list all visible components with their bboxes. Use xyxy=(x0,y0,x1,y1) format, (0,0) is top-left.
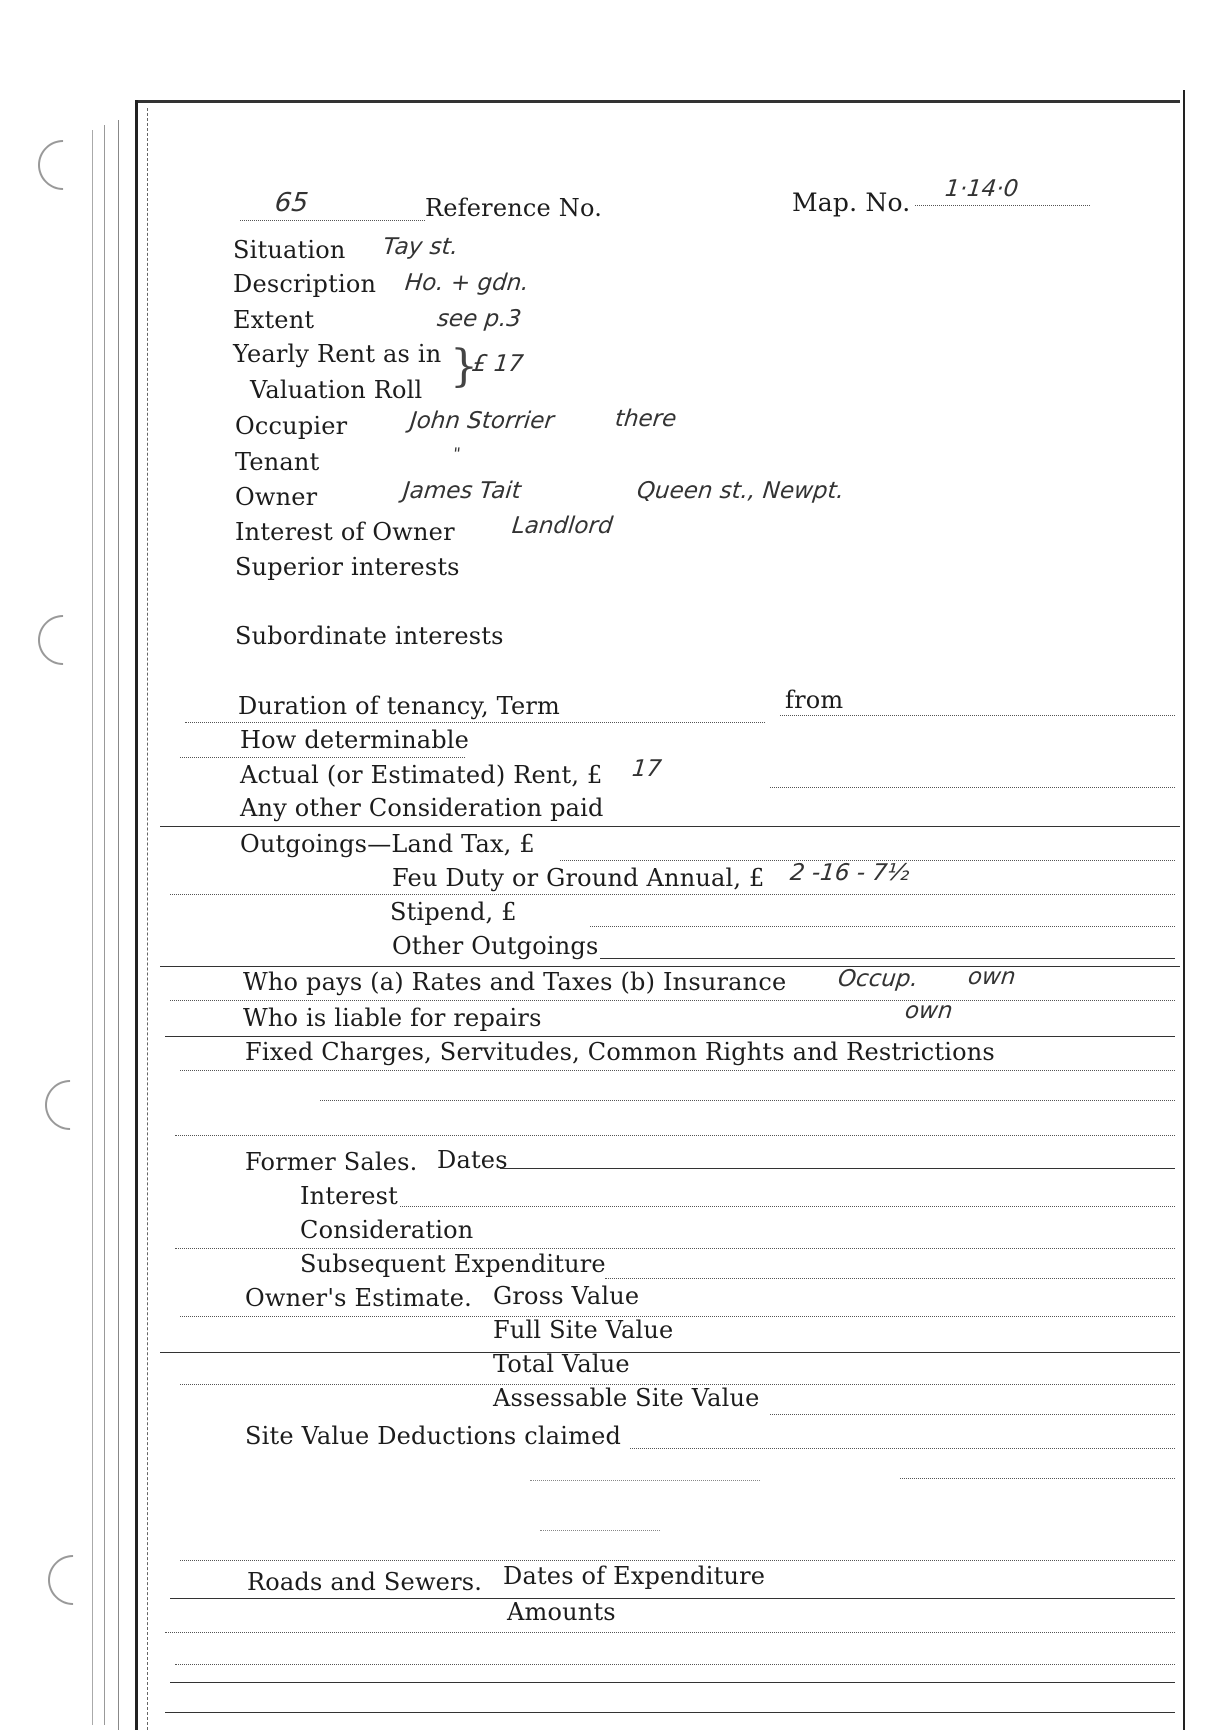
reference-number-value: 65 xyxy=(273,188,310,218)
total-value-label: Total Value xyxy=(493,1350,630,1378)
blank-line xyxy=(900,1478,1175,1479)
extent-value: see p.3 xyxy=(435,306,523,332)
interest-line xyxy=(400,1206,1175,1207)
blank-line xyxy=(320,1100,1175,1101)
other-outgoings-line xyxy=(600,958,1175,959)
binder-ring xyxy=(35,1070,106,1141)
interest-of-owner-value: Landlord xyxy=(510,513,615,539)
land-tax-label: Outgoings—Land Tax, £ xyxy=(240,830,535,858)
interest-of-owner-label: Interest of Owner xyxy=(235,518,455,546)
consideration-label: Consideration xyxy=(300,1216,474,1244)
repairs-value: own xyxy=(903,998,954,1024)
yearly-rent-label: Yearly Rent as in xyxy=(233,340,442,368)
blank-line xyxy=(180,1560,1175,1561)
subsequent-line xyxy=(605,1278,1175,1279)
who-pays-line xyxy=(170,1000,1175,1001)
insurance-payer-value: own xyxy=(966,964,1017,990)
stipend-line xyxy=(590,926,1175,927)
bottom-rule xyxy=(165,1712,1175,1713)
gross-value-line xyxy=(180,1316,1175,1317)
blank-line xyxy=(540,1530,660,1531)
consideration-line xyxy=(175,1248,1175,1249)
section-rule xyxy=(160,966,1180,967)
other-consideration-label: Any other Consideration paid xyxy=(240,794,604,822)
owner-value-2: Queen st., Newpt. xyxy=(635,478,846,504)
yearly-rent-value: £ 17 xyxy=(470,351,525,377)
feu-duty-line xyxy=(170,894,1175,895)
roads-sewers-label: Roads and Sewers. xyxy=(247,1568,483,1596)
binder-ring xyxy=(28,130,99,201)
section-rule xyxy=(160,1352,1180,1353)
feu-duty-label: Feu Duty or Ground Annual, £ xyxy=(392,864,765,892)
tenant-value: " xyxy=(452,444,462,463)
extent-label: Extent xyxy=(233,306,315,334)
amounts-label: Amounts xyxy=(507,1598,616,1626)
binder-ring xyxy=(38,1545,109,1616)
superior-interests-label: Superior interests xyxy=(235,553,460,581)
map-label: Map. No. xyxy=(792,188,911,217)
actual-rent-value: 17 xyxy=(630,756,663,782)
page-edge xyxy=(147,108,148,1730)
occupier-label: Occupier xyxy=(235,412,348,440)
description-label: Description xyxy=(233,270,377,298)
how-determinable-line xyxy=(180,757,465,758)
assessable-line xyxy=(770,1414,1175,1415)
reference-dotted-line xyxy=(240,220,425,221)
blank-line xyxy=(175,1135,1175,1136)
tenant-label: Tenant xyxy=(235,448,320,476)
owner-label: Owner xyxy=(235,483,318,511)
how-determinable-label: How determinable xyxy=(240,726,470,754)
amounts-line xyxy=(165,1632,1175,1633)
duration-from-label: from xyxy=(785,686,844,714)
situation-label: Situation xyxy=(233,236,346,264)
map-number-value: 1·14·0 xyxy=(943,176,1020,202)
owner-value: James Tait xyxy=(401,478,523,504)
page-edge xyxy=(104,125,105,1725)
owners-estimate-label: Owner's Estimate. xyxy=(245,1284,472,1312)
subordinate-interests-label: Subordinate interests xyxy=(235,622,504,650)
roads-dates-label: Dates of Expenditure xyxy=(503,1562,766,1590)
other-outgoings-label: Other Outgoings xyxy=(392,932,599,960)
valuation-roll-label: Valuation Roll xyxy=(250,376,423,404)
roads-line xyxy=(170,1598,1175,1599)
page-edge xyxy=(118,120,119,1730)
spine-line xyxy=(135,100,138,1730)
page-edge xyxy=(92,130,93,1725)
former-sales-line xyxy=(500,1168,1175,1169)
stipend-label: Stipend, £ xyxy=(390,898,517,926)
occupier-value-2: there xyxy=(613,406,678,432)
right-edge xyxy=(1183,90,1185,1730)
feu-duty-value: 2 -16 - 7½ xyxy=(788,860,911,886)
former-sales-dates-label: Dates xyxy=(437,1146,508,1174)
assessable-site-value-label: Assessable Site Value xyxy=(493,1384,760,1412)
deductions-label: Site Value Deductions claimed xyxy=(245,1422,622,1450)
brace-glyph: } xyxy=(450,341,479,392)
rates-payer-value: Occup. xyxy=(836,966,920,992)
repairs-label: Who is liable for repairs xyxy=(243,1004,542,1032)
situation-value: Tay st. xyxy=(381,234,460,260)
blank-line xyxy=(175,1664,1175,1665)
fixed-charges-line xyxy=(180,1070,1175,1071)
duration-line xyxy=(185,722,765,723)
blank-line xyxy=(530,1480,760,1481)
top-border xyxy=(135,100,1180,103)
duration-label: Duration of tenancy, Term xyxy=(238,692,561,720)
former-sales-label: Former Sales. xyxy=(245,1148,418,1176)
actual-rent-label: Actual (or Estimated) Rent, £ xyxy=(240,761,603,789)
blank-line xyxy=(170,1682,1175,1683)
gross-value-label: Gross Value xyxy=(493,1282,640,1310)
binder-ring xyxy=(28,605,99,676)
deductions-line xyxy=(630,1448,1175,1449)
interest-label: Interest xyxy=(300,1182,399,1210)
full-site-value-label: Full Site Value xyxy=(493,1316,674,1344)
map-dotted-line xyxy=(915,205,1090,206)
subsequent-expenditure-label: Subsequent Expenditure xyxy=(300,1250,606,1278)
occupier-value: John Storrier xyxy=(408,408,556,434)
duration-from-line xyxy=(780,715,1175,716)
actual-rent-line xyxy=(770,787,1175,788)
fixed-charges-label: Fixed Charges, Servitudes, Common Rights and Restrictions xyxy=(245,1038,995,1066)
repairs-line xyxy=(165,1036,1175,1037)
section-rule xyxy=(160,826,1180,827)
description-value: Ho. + gdn. xyxy=(403,270,531,296)
reference-label: Reference No. xyxy=(425,194,603,222)
who-pays-label: Who pays (a) Rates and Taxes (b) Insurance xyxy=(243,968,787,996)
